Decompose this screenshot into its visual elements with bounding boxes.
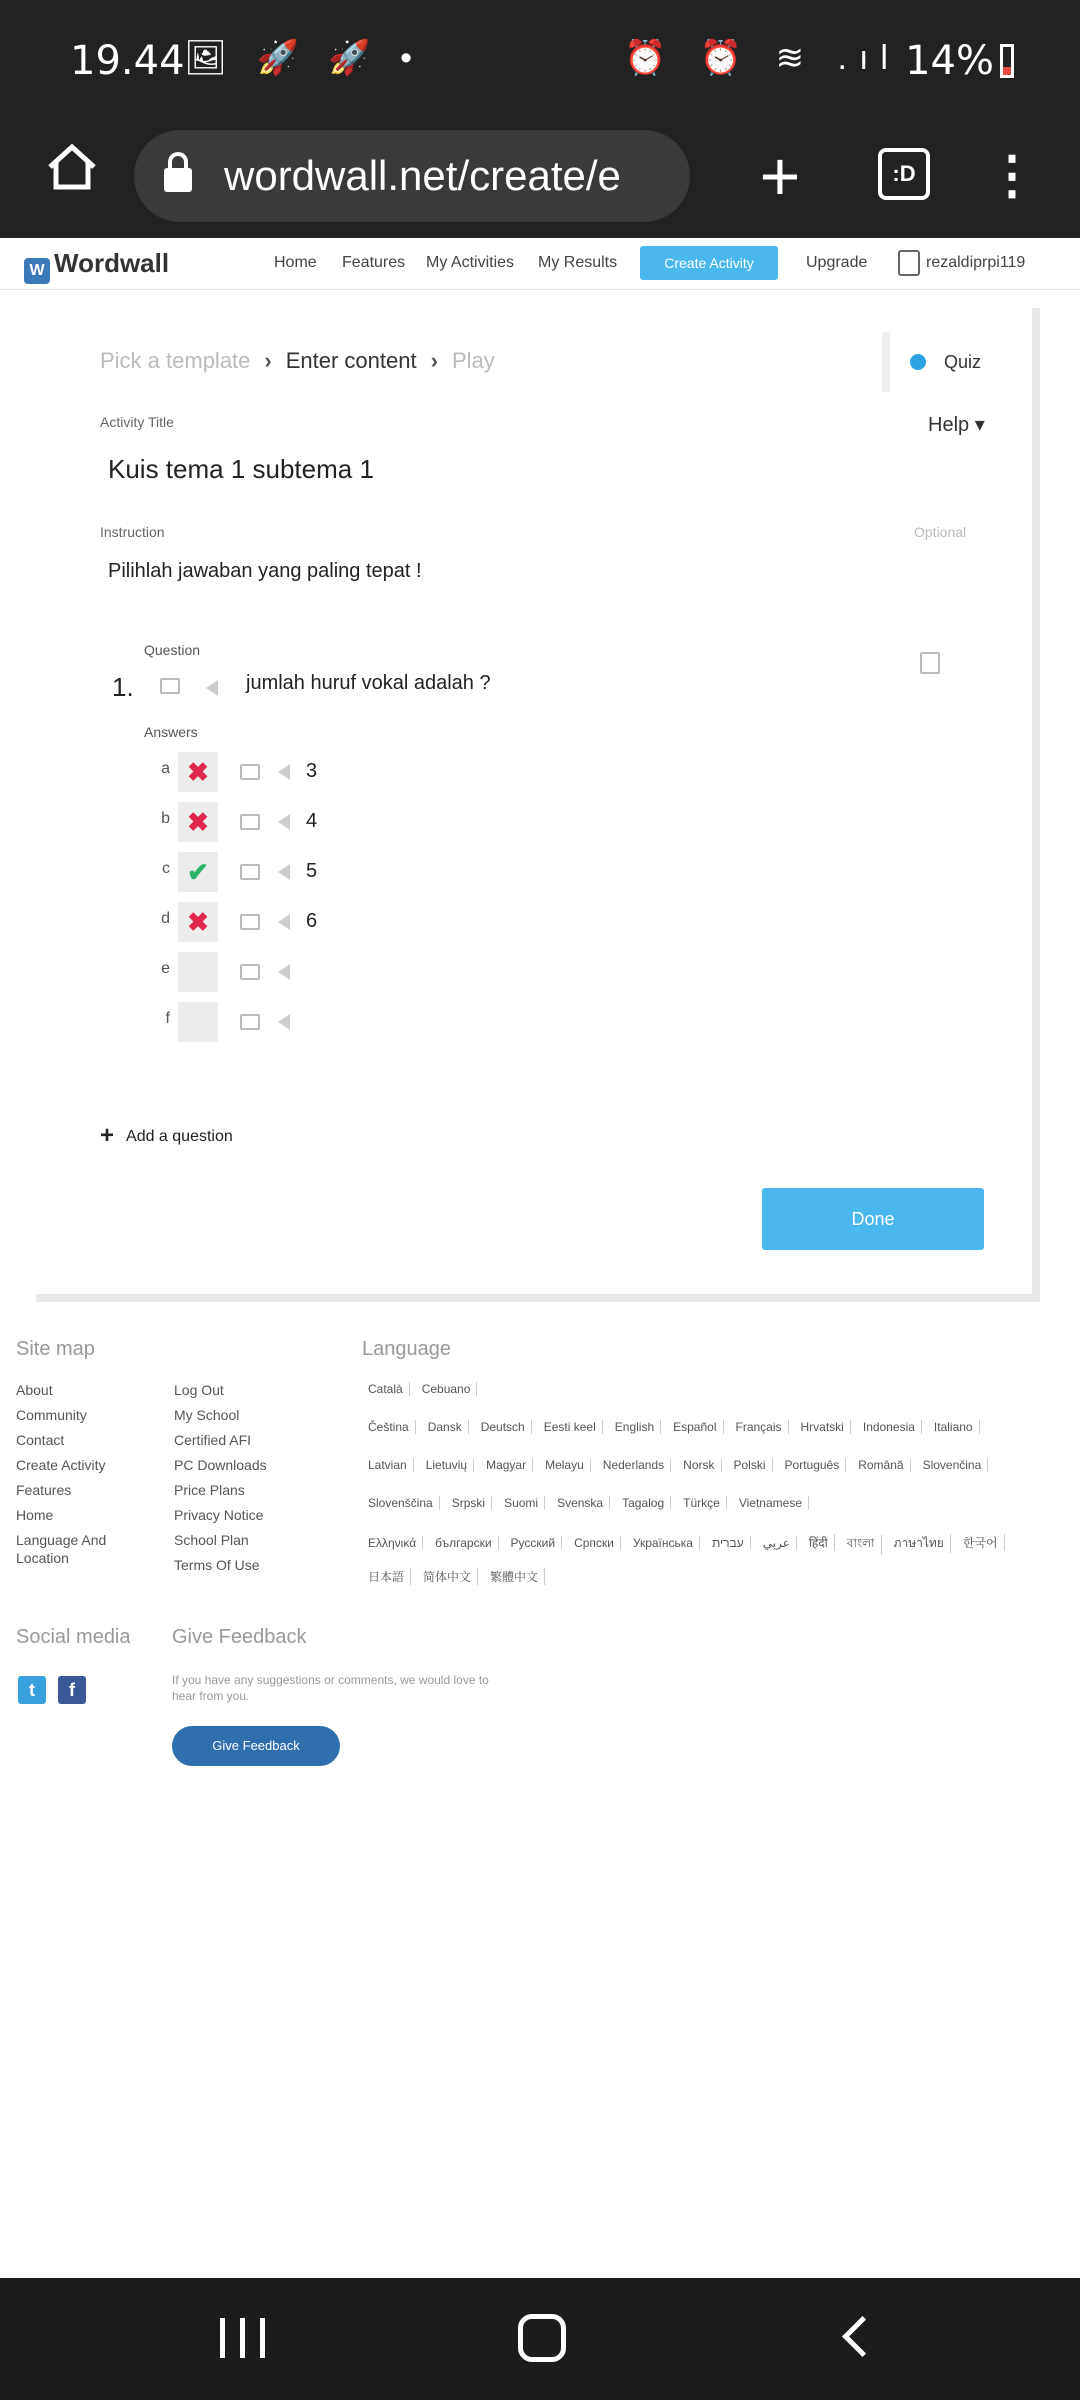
- back-icon[interactable]: [834, 2316, 878, 2360]
- answer-row-d: [156, 902, 856, 942]
- language-link[interactable]: Italiano: [928, 1420, 980, 1434]
- home-nav-icon[interactable]: [518, 2314, 566, 2362]
- language-link[interactable]: हिंदी: [803, 1534, 835, 1551]
- footer-link[interactable]: Price Plans: [174, 1482, 245, 1498]
- image-icon[interactable]: [240, 764, 260, 780]
- step-pick-template[interactable]: Pick a template: [100, 348, 251, 373]
- question-number: 1.: [112, 672, 134, 702]
- language-link[interactable]: Latvian: [362, 1458, 414, 1472]
- address-bar[interactable]: [134, 130, 690, 222]
- language-link[interactable]: Tagalog: [616, 1496, 671, 1510]
- language-link[interactable]: Cebuano: [416, 1382, 478, 1396]
- browser-toolbar: [0, 120, 1080, 238]
- twitter-icon[interactable]: t: [18, 1676, 46, 1704]
- language-link[interactable]: Català: [362, 1382, 410, 1396]
- wordwall-logo[interactable]: [24, 248, 169, 284]
- language-link[interactable]: English: [609, 1420, 661, 1434]
- footer-link[interactable]: Community: [16, 1407, 87, 1423]
- footer-link[interactable]: Create Activity: [16, 1457, 106, 1473]
- site-footer: [0, 1320, 1080, 1780]
- answer-letter: d: [161, 910, 170, 927]
- give-feedback-button[interactable]: Give Feedback: [172, 1726, 340, 1766]
- language-link[interactable]: Melayu: [539, 1458, 591, 1472]
- language-link[interactable]: Français: [730, 1420, 789, 1434]
- language-row-3: [362, 1458, 994, 1472]
- language-row-1: [362, 1382, 483, 1396]
- nav-home[interactable]: Home: [274, 254, 317, 271]
- language-link[interactable]: Hrvatski: [795, 1420, 851, 1434]
- audio-icon[interactable]: [278, 814, 290, 830]
- answer-input[interactable]: 6: [306, 910, 318, 932]
- trash-icon[interactable]: [920, 652, 940, 674]
- language-link[interactable]: Magyar: [480, 1458, 533, 1472]
- incorrect-toggle-icon[interactable]: ✖: [178, 902, 218, 942]
- language-link[interactable]: Dansk: [422, 1420, 469, 1434]
- battery-icon: [1000, 44, 1014, 78]
- question-label: Question: [144, 642, 201, 658]
- language-link[interactable]: Slovenščina: [362, 1496, 440, 1510]
- language-link[interactable]: Norsk: [677, 1458, 721, 1472]
- activity-title-input[interactable]: Kuis tema 1 subtema 1: [108, 454, 374, 484]
- language-heading: Language: [362, 1338, 451, 1360]
- nav-features[interactable]: Features: [342, 254, 406, 271]
- language-link[interactable]: Deutsch: [475, 1420, 532, 1434]
- add-question-button[interactable]: [100, 1122, 233, 1150]
- url-text: wordwall.net/create/e: [224, 152, 621, 199]
- incorrect-toggle-icon[interactable]: ✖: [178, 752, 218, 792]
- footer-link[interactable]: School Plan: [174, 1532, 249, 1548]
- language-link[interactable]: Српски: [568, 1536, 621, 1550]
- footer-link[interactable]: Privacy Notice: [174, 1507, 264, 1523]
- footer-link[interactable]: PC Downloads: [174, 1457, 267, 1473]
- recent-apps-icon[interactable]: [220, 2318, 268, 2358]
- image-icon[interactable]: [240, 914, 260, 930]
- image-icon[interactable]: [240, 814, 260, 830]
- answer-letter: b: [161, 810, 170, 827]
- more-vert-icon: ⋮: [986, 147, 1038, 205]
- language-link[interactable]: Vietnamese: [733, 1496, 809, 1510]
- language-link[interactable]: 简体中文: [417, 1568, 478, 1585]
- language-link[interactable]: Srpski: [446, 1496, 492, 1510]
- language-link[interactable]: 繁體中文: [484, 1568, 545, 1585]
- browser-menu-button[interactable]: [986, 136, 1038, 216]
- step-enter-content: Enter content: [285, 348, 417, 373]
- template-switch[interactable]: [882, 332, 1012, 392]
- image-icon[interactable]: [240, 964, 260, 980]
- footer-link[interactable]: Home: [16, 1507, 54, 1523]
- activity-title-label: Activity Title: [100, 414, 174, 430]
- logo-text: Wordwall: [54, 248, 170, 278]
- language-link[interactable]: Español: [667, 1420, 723, 1434]
- language-row-2: [362, 1420, 986, 1434]
- footer-link[interactable]: My School: [174, 1407, 240, 1423]
- audio-icon[interactable]: [278, 864, 290, 880]
- answer-letter: f: [165, 1010, 170, 1027]
- language-link[interactable]: Русский: [505, 1536, 563, 1550]
- language-link[interactable]: Slovenčina: [917, 1458, 989, 1472]
- template-name: Quiz: [944, 352, 982, 372]
- empty-toggle[interactable]: [178, 1002, 218, 1042]
- nav-my-activities[interactable]: My Activities: [426, 254, 515, 271]
- lock-icon: [164, 160, 192, 190]
- language-link[interactable]: Türkçe: [677, 1496, 727, 1510]
- plus-icon: +: [759, 137, 801, 215]
- language-link[interactable]: Polski: [728, 1458, 773, 1472]
- language-link[interactable]: Ελληνικά: [362, 1536, 423, 1550]
- create-activity-button[interactable]: Create Activity: [640, 246, 778, 280]
- user-name[interactable]: rezaldiprpi119: [926, 254, 1026, 271]
- answer-row-c: [156, 852, 856, 892]
- image-icon[interactable]: [160, 678, 180, 694]
- system-nav-bar: [0, 2278, 1080, 2400]
- language-link[interactable]: 日本語: [362, 1568, 411, 1585]
- footer-link[interactable]: Location: [16, 1550, 69, 1566]
- audio-icon[interactable]: [278, 914, 290, 930]
- footer-link[interactable]: Log Out: [174, 1382, 224, 1398]
- answer-row-e: [156, 952, 856, 992]
- browser-home-button[interactable]: [30, 134, 114, 218]
- site-header: [0, 238, 1080, 290]
- instruction-label: Instruction: [100, 524, 165, 540]
- new-tab-button[interactable]: [740, 136, 820, 216]
- step-play: Play: [451, 348, 495, 373]
- system-icons: ⏰ ⏰ ≋ .ıl: [624, 39, 900, 77]
- help-dropdown[interactable]: Help ▾: [928, 414, 985, 436]
- footer-link[interactable]: About: [16, 1382, 53, 1398]
- add-question-label: Add a question: [126, 1128, 233, 1145]
- facebook-icon[interactable]: f: [58, 1676, 86, 1704]
- feedback-text: If you have any suggestions or comments, we would love to hear from you.: [172, 1673, 489, 1703]
- empty-toggle[interactable]: [178, 952, 218, 992]
- plus-icon: +: [100, 1122, 115, 1149]
- status-bar: [0, 0, 1080, 120]
- footer-link[interactable]: Language And: [16, 1532, 107, 1548]
- language-link[interactable]: Português: [779, 1458, 847, 1472]
- quiz-icon: [910, 354, 926, 370]
- language-link[interactable]: български: [429, 1536, 498, 1550]
- status-time: 19.44: [70, 38, 185, 84]
- answer-row-f: [156, 1002, 856, 1042]
- footer-link[interactable]: Contact: [16, 1432, 65, 1448]
- language-link[interactable]: Українська: [627, 1536, 700, 1550]
- audio-icon[interactable]: [206, 680, 218, 696]
- incorrect-toggle-icon[interactable]: ✖: [178, 802, 218, 842]
- user-icon[interactable]: [898, 250, 920, 276]
- image-icon[interactable]: [240, 864, 260, 880]
- language-link[interactable]: ภาษาไทย: [888, 1534, 951, 1553]
- battery-percent: 14%: [905, 38, 994, 84]
- home-icon: [44, 139, 100, 195]
- tab-count: :D: [892, 161, 916, 186]
- editor-card: [36, 308, 1040, 1302]
- done-button[interactable]: Done: [762, 1188, 984, 1250]
- language-link[interactable]: Nederlands: [597, 1458, 671, 1472]
- audio-icon[interactable]: [278, 964, 290, 980]
- language-link[interactable]: Svenska: [551, 1496, 610, 1510]
- chevron-right-icon: ›: [430, 348, 438, 373]
- feedback-heading: Give Feedback: [172, 1626, 307, 1648]
- language-link[interactable]: עברית: [706, 1536, 751, 1550]
- language-link[interactable]: Suomi: [498, 1496, 545, 1510]
- sitemap-heading: Site map: [16, 1338, 95, 1360]
- answer-row-a: [156, 752, 856, 792]
- language-link[interactable]: Indonesia: [857, 1420, 922, 1434]
- correct-toggle-icon[interactable]: ✔: [178, 852, 218, 892]
- answer-letter: a: [161, 760, 170, 777]
- language-link[interactable]: Lietuvių: [420, 1458, 474, 1472]
- answer-letter: e: [161, 960, 170, 977]
- instruction-input[interactable]: Pilihlah jawaban yang paling tepat !: [108, 560, 422, 582]
- battery-indicator: [905, 38, 1014, 84]
- footer-link[interactable]: Certified AFI: [174, 1432, 252, 1448]
- chevron-right-icon: ›: [264, 348, 272, 373]
- optional-label: Optional: [914, 524, 967, 540]
- social-heading: Social media: [16, 1626, 131, 1648]
- footer-link[interactable]: Features: [16, 1482, 72, 1498]
- nav-my-results[interactable]: My Results: [538, 254, 618, 271]
- language-row-4: [362, 1496, 815, 1510]
- image-icon[interactable]: [240, 1014, 260, 1030]
- language-link[interactable]: Eesti keel: [538, 1420, 603, 1434]
- language-row-5: [362, 1534, 1011, 1555]
- wordwall-logo-icon: W: [24, 258, 50, 284]
- breadcrumb: [100, 348, 495, 374]
- audio-icon[interactable]: [278, 1014, 290, 1030]
- tab-switcher-button[interactable]: [878, 148, 930, 200]
- language-link[interactable]: বাংলা: [841, 1535, 882, 1555]
- answer-input[interactable]: 4: [306, 810, 318, 832]
- language-link[interactable]: Română: [852, 1458, 910, 1472]
- answer-row-b: [156, 802, 856, 842]
- answer-input[interactable]: 3: [306, 760, 318, 782]
- footer-link[interactable]: Terms Of Use: [174, 1557, 260, 1573]
- answer-letter: c: [162, 860, 170, 877]
- language-row-6: [362, 1568, 551, 1585]
- answers-label: Answers: [144, 724, 198, 740]
- language-link[interactable]: Čeština: [362, 1420, 416, 1434]
- notification-icons: 🖼 🚀 🚀 •: [184, 39, 423, 77]
- language-link[interactable]: عربي: [757, 1536, 797, 1550]
- answer-input[interactable]: 5: [306, 860, 318, 882]
- language-link[interactable]: 한국어: [957, 1534, 1005, 1551]
- audio-icon[interactable]: [278, 764, 290, 780]
- question-input[interactable]: jumlah huruf vokal adalah ?: [246, 672, 491, 694]
- nav-upgrade[interactable]: Upgrade: [806, 254, 868, 271]
